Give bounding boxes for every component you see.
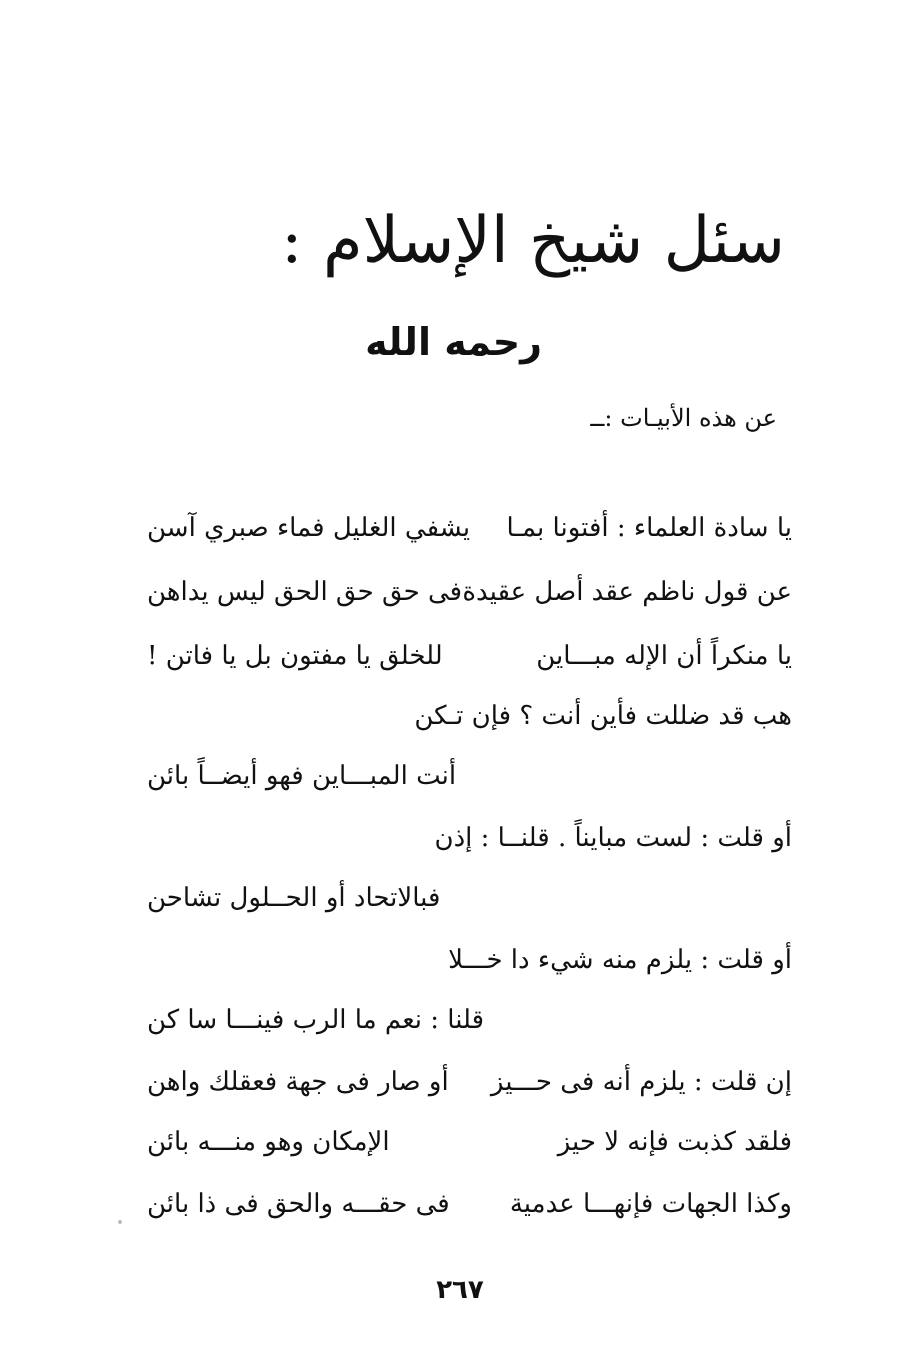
verse-line [147,1058,792,1106]
verse-line [147,996,527,1044]
verse-second-hemistich: أو صار فى جهة فعقلك واهن [147,1067,449,1097]
verse-line [147,504,792,552]
verse-line [147,632,792,680]
verse-line [147,1180,792,1228]
verse-first-hemistich: أو قلت : لست مبايناً . قلنــا : إذن [434,823,792,853]
verse-first-hemistich: يا منكراً أن الإله مبـــاين [536,641,792,671]
intro-line: عن هذه الأبيـات :ــ [590,404,777,432]
verse-second-hemistich: أنت المبـــاين فهو أيضــاً بائن [147,761,457,791]
verse-second-hemistich: فى حقـــه والحق فى ذا بائن [147,1189,450,1219]
margin-mark [118,1220,122,1224]
verse-second-hemistich: قلنا : نعم ما الرب فينـــا سا كن [147,1005,485,1035]
verse-first-hemistich: إن قلت : يلزم أنه فى حـــيز [490,1067,792,1097]
page-number: ٢٦٧ [436,1275,484,1305]
honorific-subtitle: رحمه الله [365,320,542,364]
verse-line [147,1118,792,1166]
verse-second-hemistich: الإمكان وهو منـــه بائن [147,1127,390,1157]
verse-first-hemistich: أو قلت : يلزم منه شيء دا خـــلا [448,945,792,975]
verse-line [147,692,792,740]
verse-first-hemistich: وكذا الجهات فإنهـــا عدمية [509,1189,792,1219]
verse-line [147,568,792,616]
verse-second-hemistich: يشفي الغليل فماء صبري آسن [147,513,471,543]
verse-first-hemistich: يا سادة العلماء : أفتونا بمـا [506,513,792,543]
verse-first-hemistich: هب قد ضللت فأين أنت ؟ فإن تـكن [414,701,792,731]
verse-first-hemistich: فلقد كذبت فإنه لا حيز [557,1127,792,1157]
verse-line [147,752,527,800]
verse-line [147,814,792,862]
verse-line [147,936,792,984]
page-title: سئل شيخ الإسلام : [281,204,785,278]
verse-line [147,874,527,922]
verse-second-hemistich: فى حق حق الحق ليس يداهن [147,577,463,607]
verse-first-hemistich: عن قول ناظم عقد أصل عقيدة [462,577,792,607]
verse-second-hemistich: فبالاتحاد أو الحــلول تشاحن [147,883,441,913]
verse-second-hemistich: للخلق يا مفتون بل يا فاتن ! [147,641,443,671]
